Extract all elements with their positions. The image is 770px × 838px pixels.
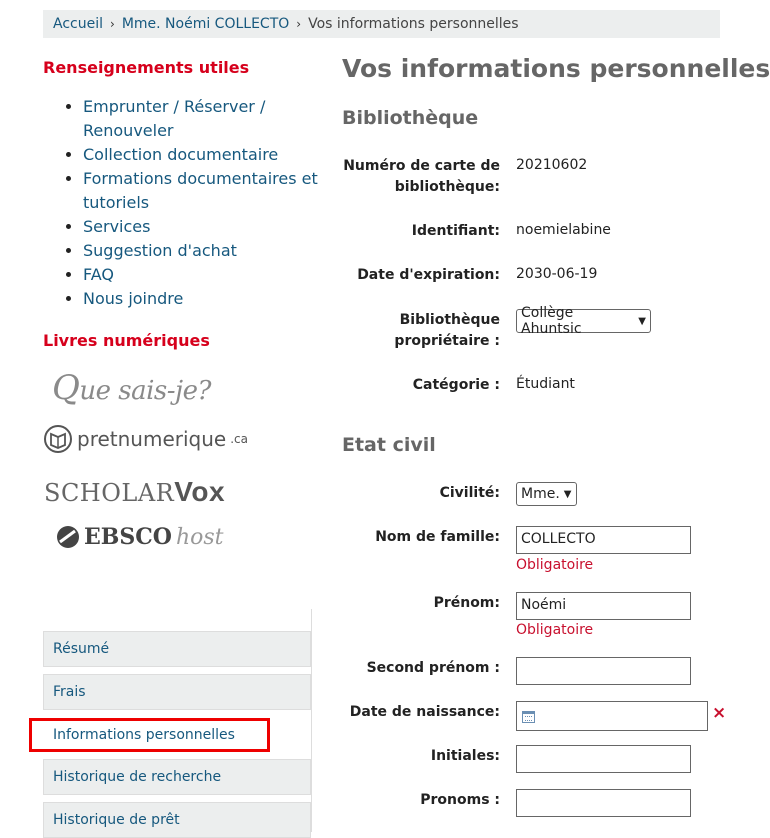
link-borrow[interactable]: Emprunter / Réserver / Renouveler [83, 97, 266, 140]
pronouns-label: Pronoms : [420, 792, 500, 808]
pret-logo-suffix: .ca [230, 432, 248, 446]
link-faq[interactable]: FAQ [83, 265, 114, 284]
dob-label: Date de naissance: [349, 704, 500, 720]
pret-logo-text: pretnumerique [77, 427, 227, 451]
userid-label: Identifiant: [411, 223, 500, 239]
list-item [83, 215, 353, 239]
book-icon [43, 422, 73, 456]
salutation-select[interactable] [516, 482, 577, 506]
list-item [83, 167, 353, 215]
firstname-input[interactable]: Noémi [516, 592, 691, 620]
list-item [83, 287, 353, 311]
breadcrumb-home-link[interactable]: Accueil [53, 16, 103, 32]
breadcrumb-separator: › [110, 17, 115, 31]
list-item [83, 263, 353, 287]
breadcrumb [43, 10, 720, 38]
breadcrumb-patron-link[interactable]: Mme. Noémi COLLECTO [121, 16, 290, 32]
home-library-label: Bibliothèque propriétaire : [394, 312, 500, 349]
home-library-value: Collège Ahuntsic [521, 305, 582, 337]
nav-item-search-history[interactable]: Historique de recherche [43, 759, 311, 795]
link-training[interactable]: Formations documentaires et tutoriels [83, 169, 318, 212]
list-item [83, 143, 353, 167]
pretnumerique-logo[interactable] [43, 422, 248, 456]
pronouns-input[interactable] [516, 789, 691, 817]
calendar-icon[interactable] [522, 711, 535, 723]
nav-divider [311, 609, 312, 832]
ebsco-circle-icon [56, 525, 80, 549]
breadcrumb-separator: › [296, 17, 302, 31]
category-value: Étudiant [516, 376, 575, 392]
card-number-value: 20210602 [516, 157, 588, 173]
list-item [83, 95, 353, 143]
clear-date-icon[interactable]: × [712, 703, 727, 723]
que-sais-je-logo[interactable] [52, 368, 211, 408]
library-section-heading: Bibliothèque [342, 107, 479, 129]
ebscohost-logo[interactable] [56, 524, 223, 550]
middle-name-label: Second prénom : [366, 660, 500, 676]
scholar-logo-text: SCHOLAR [44, 479, 175, 507]
salutation-value: Mme. [521, 486, 560, 502]
surname-input[interactable]: COLLECTO [516, 526, 691, 554]
chevron-down-icon: ▼ [638, 315, 646, 327]
firstname-required-hint: Obligatoire [516, 622, 594, 638]
middle-name-input[interactable] [516, 657, 691, 685]
salutation-label: Civilité: [439, 485, 500, 501]
page-title: Vos informations personnelles [342, 54, 770, 83]
useful-links-list [43, 95, 353, 311]
nav-item-personal-info[interactable]: Informations personnelles [29, 718, 270, 752]
scholar-logo-bold: Vox [174, 476, 226, 507]
ebsco-logo-text: EBSCO [84, 524, 172, 550]
category-label: Catégorie : [412, 377, 500, 393]
link-contact[interactable]: Nous joindre [83, 289, 184, 308]
ebsco-logo-host: host [175, 524, 224, 550]
expiry-label: Date d'expiration: [357, 267, 500, 283]
initials-input[interactable] [516, 745, 691, 773]
chevron-down-icon: ▼ [563, 488, 572, 500]
scholarvox-logo[interactable] [44, 476, 225, 508]
link-services[interactable]: Services [83, 217, 151, 236]
surname-required-hint: Obligatoire [516, 557, 594, 573]
initials-label: Initiales: [430, 748, 500, 764]
userid-value: noemielabine [516, 222, 611, 238]
nav-item-checkout-history[interactable]: Historique de prêt [43, 802, 311, 838]
nav-item-fines[interactable]: Frais [43, 674, 311, 710]
breadcrumb-current: Vos informations personnelles [308, 16, 519, 32]
home-library-select[interactable] [516, 305, 651, 337]
qsj-logo-text: ue sais-je? [79, 376, 211, 406]
civil-status-heading: Etat civil [342, 434, 436, 456]
expiry-value: 2030-06-19 [516, 266, 598, 282]
ebooks-title: Livres numériques [43, 331, 210, 350]
firstname-label: Prénom: [433, 595, 500, 611]
useful-info-title: Renseignements utiles [43, 58, 250, 77]
qsj-logo-letter: Q [52, 368, 80, 408]
nav-item-summary[interactable]: Résumé [43, 631, 311, 667]
surname-label: Nom de famille: [375, 529, 500, 545]
link-purchase-suggestion[interactable]: Suggestion d'achat [83, 241, 237, 260]
dob-input[interactable] [516, 701, 708, 731]
link-collection[interactable]: Collection documentaire [83, 145, 279, 164]
list-item [83, 239, 353, 263]
card-number-label: Numéro de carte de bibliothèque: [343, 158, 500, 195]
